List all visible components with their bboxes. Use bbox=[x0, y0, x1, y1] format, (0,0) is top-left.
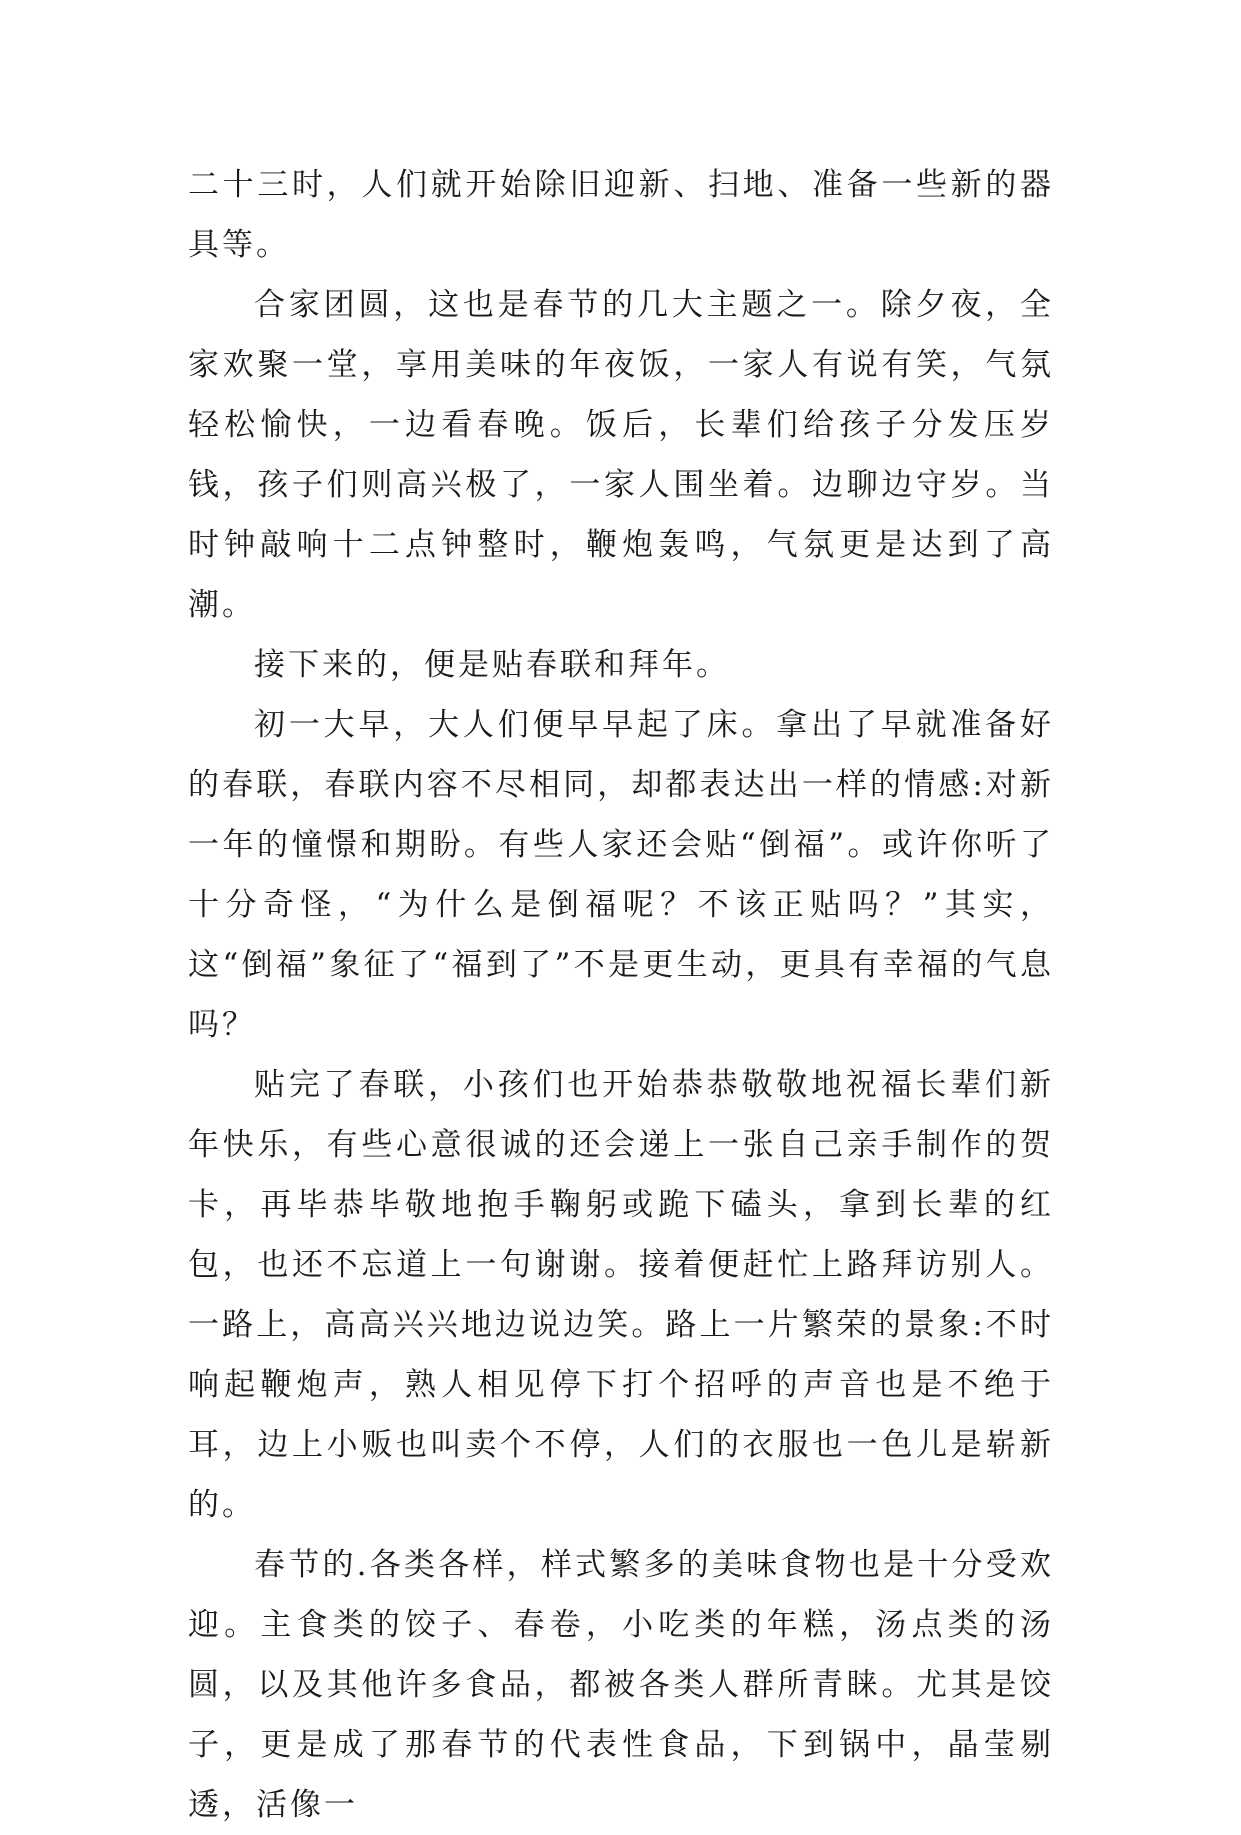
paragraph-2: 合家团圆，这也是春节的几大主题之一。除夕夜，全家欢聚一堂，享用美味的年夜饭，一家人有说有笑，气氛轻松愉快，一边看春晚。饭后，长辈们给孩子分发压岁钱，孩子们则高兴极了，一家人围坐着。边聊边守岁。当时钟敲响十二点钟整时，鞭炮轰鸣，气氛更是达到了高潮。 bbox=[188, 287, 1054, 623]
paragraph-3: 接下来的，便是贴春联和拜年。 bbox=[254, 647, 730, 683]
paragraph-5: 贴完了春联，小孩们也开始恭恭敬敬地祝福长辈们新年快乐，有些心意很诚的还会递上一张自己亲手制作的贺卡，再毕恭毕敬地抱手鞠躬或跪下磕头，拿到长辈的红包，也还不忘道上一句谢谢。接着便赶忙上路拜访别人。一路上，高高兴兴地边说边笑。路上一片繁荣的景象:不时响起鞭炮声，熟人相见停下打个招呼的声音也是不绝于耳，边上小贩也叫卖个不停，人们的衣服也一色儿是崭新的。 bbox=[188, 1067, 1054, 1523]
paragraph-6: 春节的.各类各样，样式繁多的美味食物也是十分受欢迎。主食类的饺子、春卷，小吃类的年糕，汤点类的汤圆，以及其他许多食品，都被各类人群所青睐。尤其是饺子，更是成了那春节的代表性食品，下到锅中，晶莹剔透，活像一 bbox=[188, 1547, 1054, 1823]
paragraph-1: 二十三时，人们就开始除旧迎新、扫地、准备一些新的器具等。 bbox=[188, 167, 1054, 263]
paragraph-4: 初一大早，大人们便早早起了床。拿出了早就准备好的春联，春联内容不尽相同，却都表达出一样的情感:对新一年的憧憬和期盼。有些人家还会贴“倒福”。或许你听了十分奇怪，“为什么是倒福呢？不该正贴吗？”其实，这“倒福”象征了“福到了”不是更生动，更具有幸福的气息吗？ bbox=[188, 707, 1054, 1043]
document-body bbox=[188, 155, 1054, 1835]
